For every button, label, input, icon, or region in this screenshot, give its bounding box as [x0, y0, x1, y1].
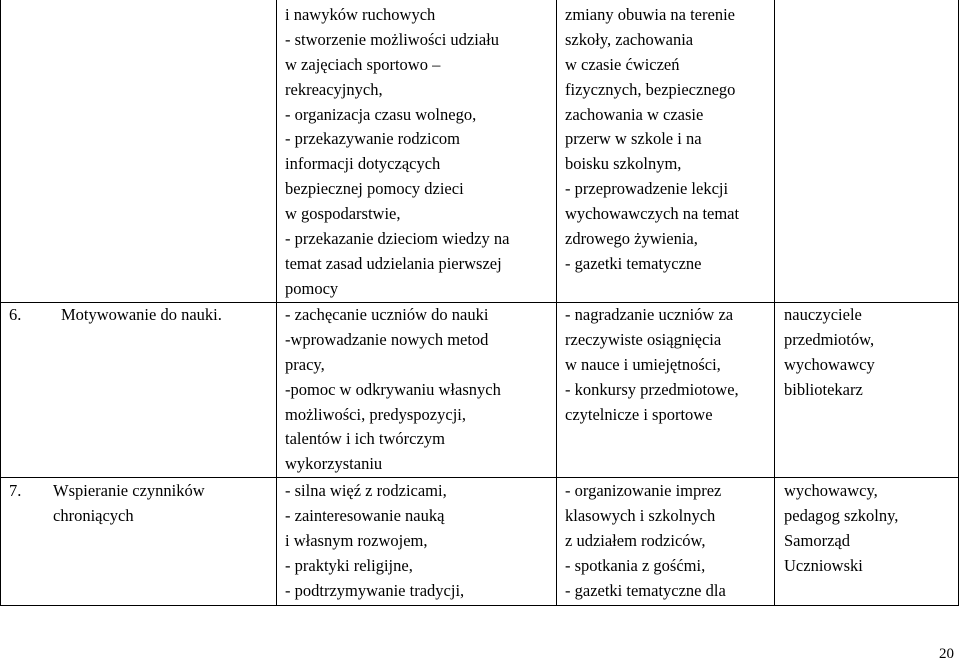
row-continued-tasks-cell: i nawyków ruchowych - stworzenie możliwości udziału w zajęciach sportowo – rekreacyjnych, - organizacja czasu wolnego, - przekazywanie rodzicom informacji dotyczących bezpiecznej pomocy dzieci w gospodarstwie, - przekazanie dzieciom wiedzy na temat zasad udzielania pierwszej pomocy: [285, 5, 510, 298]
row-7-title: Wspieranie czynników chroniących: [53, 481, 205, 525]
table-border-left: [0, 0, 1, 606]
table-border-right: [958, 0, 959, 606]
column-divider-1: [276, 0, 277, 606]
row-7-tasks-cell: - silna więź z rodzicami, - zainteresowanie nauką i własnym rozwojem, - praktyki religijne, - podtrzymywanie tradycji,: [285, 481, 465, 600]
row-7-responsible-cell: wychowawcy, pedagog szkolny, Samorząd Uczniowski: [784, 481, 899, 575]
row-6-number: 6.: [9, 305, 22, 324]
row-6-responsible-cell: nauczyciele przedmiotów, wychowawcy bibliotekarz: [784, 305, 875, 399]
page-number: 20: [939, 646, 954, 662]
row-7-number: 7.: [9, 481, 22, 500]
table-border-bottom: [0, 605, 959, 606]
row-6-methods-cell: - nagradzanie uczniów za rzeczywiste osiągnięcia w nauce i umiejętności, - konkursy przedmiotowe, czytelnicze i sportowe: [565, 305, 739, 424]
row-6-tasks-cell: - zachęcanie uczniów do nauki -wprowadzanie nowych metod pracy, -pomoc w odkrywaniu własnych możliwości, predyspozycji, talentów i ich twórczym wykorzystaniu: [285, 305, 501, 474]
row-7-methods-cell: - organizowanie imprez klasowych i szkolnych z udziałem rodziców, - spotkania z gośćmi, - gazetki tematyczne dla: [565, 481, 726, 600]
row-continued-methods-cell: zmiany obuwia na terenie szkoły, zachowania w czasie ćwiczeń fizycznych, bezpiecznego zachowania w czasie przerw w szkole i na boisku szkolnym, - przeprowadzenie lekcji wychowawczych na temat zdrowego żywienia, - gazetki tematyczne: [565, 5, 740, 273]
column-divider-2: [556, 0, 557, 606]
column-divider-3: [774, 0, 775, 606]
row-6-title: Motywowanie do nauki.: [61, 305, 222, 324]
